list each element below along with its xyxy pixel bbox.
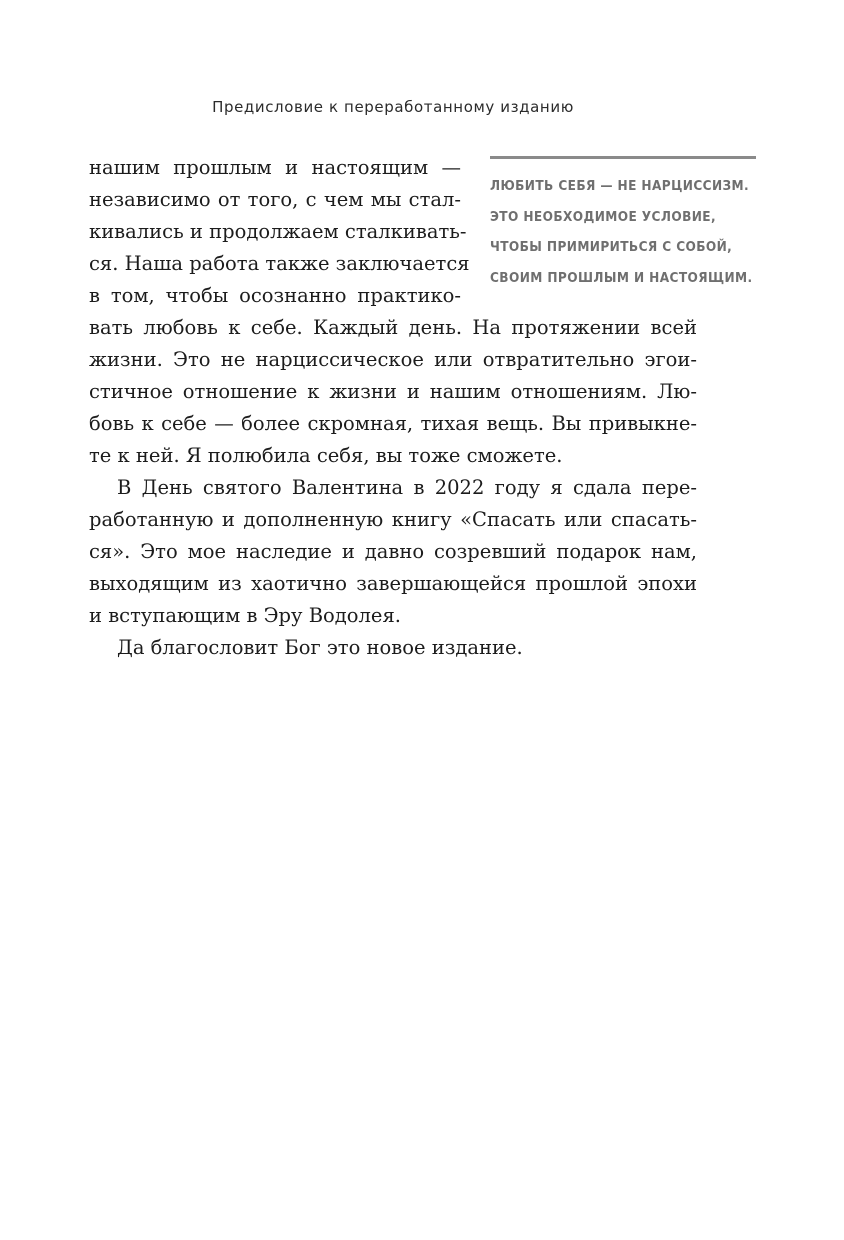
body-line: нашим прошлым и настоящим —	[89, 156, 461, 179]
running-head: Предисловие к переработанному изданию	[212, 98, 574, 116]
body-line: В День святого Валентина в 2022 году я сдала пере-	[117, 476, 697, 499]
body-line: независимо от того, с чем мы стал-	[89, 188, 461, 211]
body-line: те к ней. Я полюбила себя, вы тоже сможете.	[89, 444, 563, 467]
body-line: вать любовь к себе. Каждый день. На протяжении всей	[89, 316, 697, 339]
body-line: Да благословит Бог это новое издание.	[117, 636, 523, 659]
body-line: и вступающим в Эру Водолея.	[89, 604, 401, 627]
body-line: жизни. Это не нарциссическое или отвратительно эгои-	[89, 348, 697, 371]
pull-quote	[490, 156, 756, 293]
body-line: стичное отношение к жизни и нашим отношениям. Лю-	[89, 380, 697, 403]
pull-quote-line: ЧТОБЫ ПРИМИРИТЬСЯ С СОБОЙ,	[490, 239, 733, 255]
body-line: кивались и продолжаем сталкивать-	[89, 220, 467, 243]
body-line: выходящим из хаотично завершающейся прошлой эпохи	[89, 572, 697, 595]
body-line: ся. Наша работа также заключается	[89, 252, 470, 275]
pull-quote-line: ЛЮБИТЬ СЕБЯ — НЕ НАРЦИССИЗМ.	[490, 178, 750, 194]
pull-quote-line: ЭТО НЕОБХОДИМОЕ УСЛОВИЕ,	[490, 208, 717, 225]
body-line: ся». Это мое наследие и давно созревший подарок нам,	[89, 540, 697, 563]
body-line: бовь к себе — более скромная, тихая вещь. Вы привыкне-	[89, 412, 697, 435]
body-line: работанную и дополненную книгу «Спасать или спасать-	[89, 508, 697, 531]
pull-quote-line: СВОИМ ПРОШЛЫМ И НАСТОЯЩИМ.	[490, 269, 753, 286]
body-line: в том, чтобы осознанно практико-	[89, 284, 461, 307]
